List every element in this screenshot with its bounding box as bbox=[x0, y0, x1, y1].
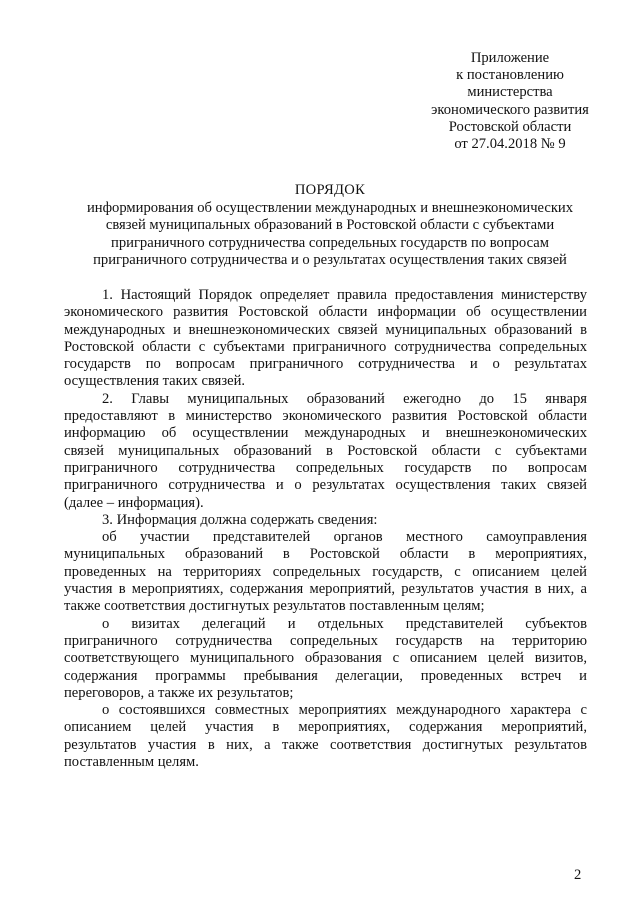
appendix-line: к постановлению bbox=[456, 67, 564, 84]
document-body bbox=[64, 287, 587, 771]
paragraph-1-line: осуществления таких связей. bbox=[64, 373, 246, 390]
item-1-line: проведенных на территориях сопредельных государств, с описанием целей bbox=[64, 563, 587, 580]
paragraph-2-line: 2. Главы муниципальных образований ежегодно до 15 января bbox=[102, 390, 587, 407]
appendix-line: Приложение bbox=[470, 50, 550, 66]
paragraph-2-line: приграничного сотрудничества и о результатах осуществления таких связей bbox=[64, 477, 587, 494]
document-title: ПОРЯДОК bbox=[294, 182, 366, 198]
document-subtitle bbox=[60, 200, 600, 270]
paragraph-1-line: экономического развития Ростовской области информации об осуществлении bbox=[64, 304, 587, 321]
appendix-line: Ростовской области bbox=[448, 118, 572, 135]
item-2-line: приграничного сотрудничества сопредельных государств на территорию bbox=[64, 632, 587, 649]
paragraph-2-line: предоставляют в министерство экономического развития Ростовской области bbox=[64, 408, 587, 425]
paragraph-1-line: 1. Настоящий Порядок определяет правила предоставления министерству bbox=[102, 287, 587, 303]
item-3-line: поставленным целям. bbox=[64, 754, 199, 771]
item-2-line: переговоров, а также их результатов; bbox=[64, 684, 294, 701]
item-2-line: соответствующего муниципального образования с описанием целей визитов, bbox=[64, 650, 587, 667]
paragraph-2-line: приграничного сотрудничества сопредельных государств по вопросам bbox=[64, 459, 587, 476]
item-1-line: участия в мероприятиях, содержания мероприятий, результатов участия в них, а bbox=[64, 581, 587, 598]
item-1-line: об участии представителей органов местного самоуправления bbox=[102, 529, 587, 546]
item-1-line: также соответствия достигнутых результатов поставленным целям; bbox=[64, 598, 485, 615]
paragraph-3-line: 3. Информация должна содержать сведения: bbox=[102, 511, 378, 528]
paragraph-2-line: информацию об осуществлении международных и внешнеэкономических bbox=[64, 425, 587, 442]
item-3-line: результатов участия в них, а также соответствия достигнутых результатов bbox=[64, 736, 587, 753]
subtitle-line: приграничного сотрудничества и о результатах осуществления таких связей bbox=[93, 252, 567, 269]
paragraph-1-line: государств по вопросам приграничного сотрудничества и о результатах bbox=[64, 356, 587, 373]
subtitle-line: связей муниципальных образований в Ростовской области с субъектами bbox=[105, 217, 555, 234]
paragraph-2-line: (далее – информация). bbox=[64, 494, 204, 511]
appendix-header bbox=[400, 50, 620, 153]
appendix-line: экономического развития bbox=[431, 101, 589, 118]
page-number: 2 bbox=[574, 867, 582, 883]
item-2-line: содержания программы пребывания делегации, проведенных встреч и bbox=[64, 667, 587, 684]
appendix-line: министерства bbox=[467, 84, 553, 101]
paragraph-1-line: международных и внешнеэкономических связей муниципальных образований в bbox=[64, 321, 587, 338]
subtitle-line: информирования об осуществлении международных и внешнеэкономических bbox=[86, 200, 574, 216]
item-3-line: описанием целей участия в мероприятиях, содержания мероприятий, bbox=[64, 719, 587, 736]
item-3-line: о состоявшихся совместных мероприятиях международного характера с bbox=[102, 702, 587, 719]
item-1-line: муниципальных образований в Ростовской области в мероприятиях, bbox=[64, 546, 587, 563]
paragraph-1-line: Ростовской области с субъектами приграничного сотрудничества сопредельных bbox=[64, 338, 587, 355]
appendix-line: от 27.04.2018 № 9 bbox=[454, 136, 566, 153]
subtitle-line: приграничного сотрудничества сопредельных государств по вопросам bbox=[111, 234, 549, 251]
paragraph-2-line: связей муниципальных образований в Ростовской области с субъектами bbox=[64, 442, 587, 459]
item-2-line: о визитах делегаций и отдельных представителей субъектов bbox=[102, 615, 587, 632]
